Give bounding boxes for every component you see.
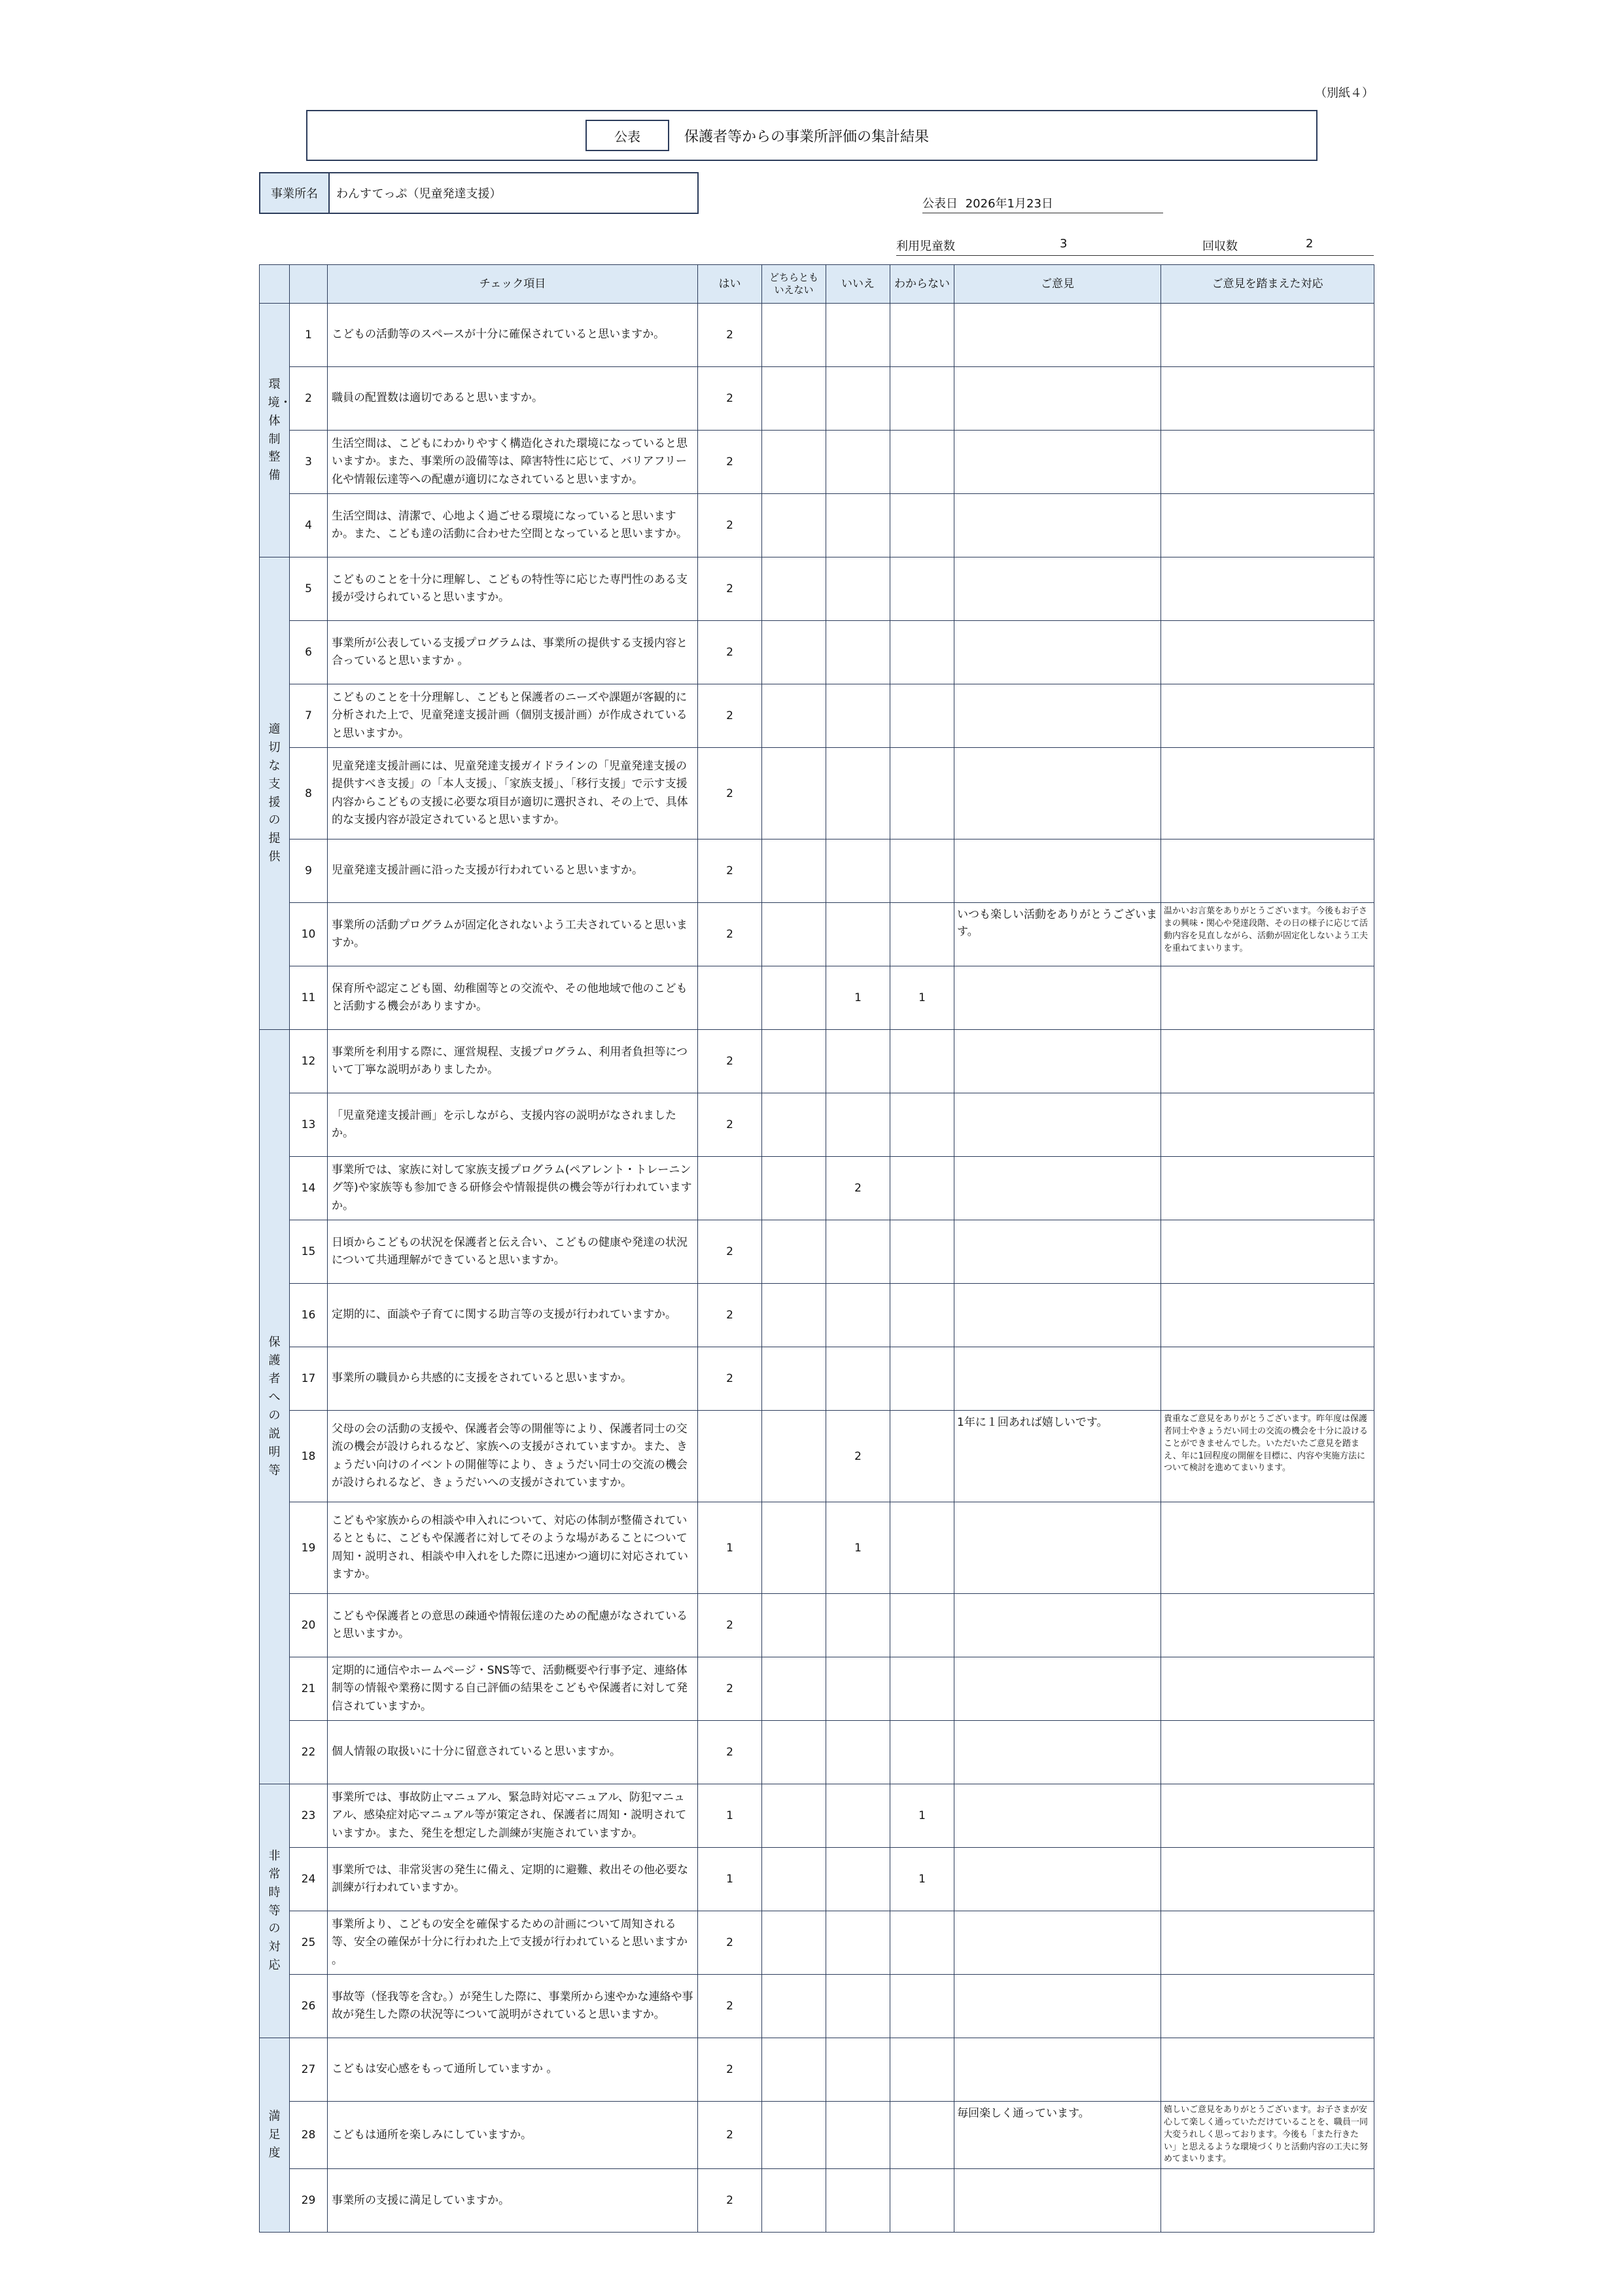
response-text <box>1161 966 1374 1030</box>
row-number: 21 <box>290 1657 328 1721</box>
check-item-text: 事業所では、事故防止マニュアル、緊急時対応マニュアル、防犯マニュアル、感染症対応マニュアル等が策定され、保護者に周知・説明されていますか。また、発生を想定した訓練が実施されていますか。 <box>328 1784 698 1848</box>
count-yes: 2 <box>698 1911 762 1975</box>
opinion-text <box>954 1030 1161 1093</box>
count-unknown <box>890 1220 954 1284</box>
table-row <box>260 1347 1374 1411</box>
count-neither <box>762 1594 826 1657</box>
publish-tag: 公表 <box>585 120 669 151</box>
count-neither <box>762 1030 826 1093</box>
category-cell <box>260 304 290 557</box>
table-row <box>260 557 1374 621</box>
count-no <box>826 1284 890 1347</box>
count-no <box>826 1784 890 1848</box>
count-yes: 2 <box>698 621 762 684</box>
count-no: 1 <box>826 966 890 1030</box>
response-text <box>1161 748 1374 839</box>
response-text <box>1161 2038 1374 2102</box>
count-unknown: 1 <box>890 966 954 1030</box>
count-no: 2 <box>826 1157 890 1220</box>
table-row <box>260 1594 1374 1657</box>
count-unknown <box>890 1157 954 1220</box>
category-cell <box>260 1030 290 1784</box>
row-number: 11 <box>290 966 328 1030</box>
table-row <box>260 966 1374 1030</box>
responses-label: 回収数 <box>1202 239 1238 253</box>
check-item-text: こどもや家族からの相談や申入れについて、対応の体制が整備されているとともに、こどもや保護者に対してそのような場があることについて周知・説明され、相談や申入れをした際に迅速かつ適切に対応されていますか。 <box>328 1502 698 1594</box>
table-row <box>260 304 1374 367</box>
category-label: 非常時等の対応 <box>268 1848 281 1973</box>
count-unknown <box>890 431 954 494</box>
table-row <box>260 1784 1374 1848</box>
office-label: 事業所名 <box>260 173 330 213</box>
category-label: 環境・体制整備 <box>268 377 292 483</box>
check-item-text: 事業所を利用する際に、運営規程、支援プログラム、利用者負担等について丁寧な説明がありましたか。 <box>328 1030 698 1093</box>
count-neither <box>762 494 826 557</box>
count-no <box>826 557 890 621</box>
publish-date-label: 公表日 <box>922 197 958 211</box>
table-row <box>260 1284 1374 1347</box>
row-number: 23 <box>290 1784 328 1848</box>
row-number: 14 <box>290 1157 328 1220</box>
check-item-text: 児童発達支援計画に沿った支援が行われていると思いますか。 <box>328 839 698 903</box>
count-yes: 1 <box>698 1784 762 1848</box>
count-yes: 2 <box>698 839 762 903</box>
response-text <box>1161 1347 1374 1411</box>
check-item-text: 生活空間は、こどもにわかりやすく構造化された環境になっていると思いますか。また、事業所の設備等は、障害特性に応じて、バリアフリー化や情報伝達等への配慮が適切になされていると思いますか。 <box>328 431 698 494</box>
table-row <box>260 367 1374 431</box>
responses-count: 2 <box>1306 237 1314 251</box>
check-item-text: 事業所では、家族に対して家族支援プログラム(ペアレント・トレーニング等)や家族等も参加できる研修会や情報提供の機会等が行われていますか。 <box>328 1157 698 1220</box>
count-yes: 2 <box>698 494 762 557</box>
table-row <box>260 1848 1374 1911</box>
count-no <box>826 431 890 494</box>
count-no <box>826 1093 890 1157</box>
table-row <box>260 684 1374 748</box>
count-neither <box>762 1784 826 1848</box>
check-item-text: 個人情報の取扱いに十分に留意されていると思いますか。 <box>328 1721 698 1784</box>
row-number: 1 <box>290 304 328 367</box>
count-yes: 2 <box>698 2102 762 2169</box>
opinion-text <box>954 1594 1161 1657</box>
count-yes: 2 <box>698 1975 762 2038</box>
count-neither <box>762 431 826 494</box>
header-unknown: わからない <box>890 265 954 304</box>
row-number: 24 <box>290 1848 328 1911</box>
count-no <box>826 367 890 431</box>
opinion-text <box>954 1347 1161 1411</box>
opinion-text: 毎回楽しく通っています。 <box>954 2102 1161 2169</box>
count-yes: 2 <box>698 1721 762 1784</box>
table-row <box>260 903 1374 966</box>
count-yes: 2 <box>698 367 762 431</box>
header-opinion: ご意見 <box>954 265 1161 304</box>
count-unknown <box>890 2102 954 2169</box>
response-text <box>1161 1502 1374 1594</box>
response-text <box>1161 1848 1374 1911</box>
category-label: 満足度 <box>268 2110 281 2161</box>
row-number: 17 <box>290 1347 328 1411</box>
count-yes: 2 <box>698 1220 762 1284</box>
count-no <box>826 2169 890 2233</box>
count-neither <box>762 621 826 684</box>
opinion-text <box>954 839 1161 903</box>
page-title: 保護者等からの事業所評価の集計結果 <box>684 129 930 145</box>
check-item-text: 事業所の支援に満足していますか。 <box>328 2169 698 2233</box>
opinion-text <box>954 494 1161 557</box>
row-number: 3 <box>290 431 328 494</box>
count-neither <box>762 839 826 903</box>
count-unknown <box>890 1594 954 1657</box>
count-unknown <box>890 1721 954 1784</box>
opinion-text <box>954 748 1161 839</box>
response-text <box>1161 557 1374 621</box>
count-neither <box>762 966 826 1030</box>
count-yes: 2 <box>698 1284 762 1347</box>
count-neither <box>762 1347 826 1411</box>
check-item-text: こどもや保護者との意思の疎通や情報伝達のための配慮がなされていると思いますか。 <box>328 1594 698 1657</box>
row-number: 18 <box>290 1411 328 1502</box>
count-neither <box>762 1093 826 1157</box>
row-number: 6 <box>290 621 328 684</box>
count-unknown: 1 <box>890 1784 954 1848</box>
publish-date-line <box>922 194 1163 213</box>
count-unknown <box>890 621 954 684</box>
check-item-text: 事業所の職員から共感的に支援をされていると思いますか。 <box>328 1347 698 1411</box>
response-text <box>1161 1030 1374 1093</box>
response-text: 嬉しいご意見をありがとうございます。お子さまが安心して楽しく通っていただけていることを、職員一同大変うれしく思っております。今後も「また行きたい」と思えるような環境づくりと活動内容の工夫に努めてまいります。 <box>1161 2102 1374 2169</box>
count-neither <box>762 1220 826 1284</box>
count-neither <box>762 1284 826 1347</box>
response-text <box>1161 1220 1374 1284</box>
table-row <box>260 431 1374 494</box>
table-row <box>260 621 1374 684</box>
count-unknown <box>890 1030 954 1093</box>
count-no <box>826 1347 890 1411</box>
check-item-text: 職員の配置数は適切であると思いますか。 <box>328 367 698 431</box>
response-text <box>1161 1784 1374 1848</box>
count-unknown: 1 <box>890 1848 954 1911</box>
table-row <box>260 1030 1374 1093</box>
row-number: 12 <box>290 1030 328 1093</box>
response-text <box>1161 684 1374 748</box>
header-neither: どちらとも いえない <box>762 265 826 304</box>
count-no <box>826 1594 890 1657</box>
count-yes <box>698 1157 762 1220</box>
opinion-text: いつも楽しい活動をありがとうございます。 <box>954 903 1161 966</box>
count-unknown <box>890 1911 954 1975</box>
count-yes: 1 <box>698 1848 762 1911</box>
response-text <box>1161 367 1374 431</box>
opinion-text <box>954 1784 1161 1848</box>
count-no <box>826 304 890 367</box>
count-unknown <box>890 684 954 748</box>
count-neither <box>762 2169 826 2233</box>
count-unknown <box>890 367 954 431</box>
count-neither <box>762 748 826 839</box>
check-item-text: 生活空間は、清潔で、心地よく過ごせる環境になっていると思いますか。また、こども達の活動に合わせた空間となっていると思いますか。 <box>328 494 698 557</box>
opinion-text <box>954 1657 1161 1721</box>
count-unknown <box>890 304 954 367</box>
count-neither <box>762 903 826 966</box>
check-item-text: 事業所の活動プログラムが固定化されないよう工夫されていると思いますか。 <box>328 903 698 966</box>
table-row <box>260 1975 1374 2038</box>
count-neither <box>762 304 826 367</box>
check-item-text: こどもは通所を楽しみにしていますか。 <box>328 2102 698 2169</box>
row-number: 15 <box>290 1220 328 1284</box>
count-unknown <box>890 903 954 966</box>
table-row <box>260 1657 1374 1721</box>
title-box <box>306 110 1318 161</box>
count-yes: 2 <box>698 557 762 621</box>
table-row <box>260 494 1374 557</box>
count-neither <box>762 367 826 431</box>
count-neither <box>762 2102 826 2169</box>
table-header-row <box>260 265 1374 304</box>
count-no: 2 <box>826 1411 890 1502</box>
response-text <box>1161 839 1374 903</box>
count-neither <box>762 2038 826 2102</box>
count-no <box>826 1721 890 1784</box>
row-number: 8 <box>290 748 328 839</box>
response-text: 貴重なご意見をありがとうございます。昨年度は保護者同士やきょうだい同士の交流の機会を十分に設けることができませんでした。いただいたご意見を踏まえ、年に1回程度の開催を目標に、内容や実施方法について検討を進めてまいります。 <box>1161 1411 1374 1502</box>
count-yes: 2 <box>698 431 762 494</box>
count-neither <box>762 1975 826 2038</box>
row-number: 5 <box>290 557 328 621</box>
count-no <box>826 2038 890 2102</box>
response-text <box>1161 1975 1374 2038</box>
check-item-text: 保育所や認定こども園、幼稚園等との交流や、その他地域で他のこどもと活動する機会がありますか。 <box>328 966 698 1030</box>
row-number: 19 <box>290 1502 328 1594</box>
count-neither <box>762 1657 826 1721</box>
table-row <box>260 2169 1374 2233</box>
count-no <box>826 1220 890 1284</box>
row-number: 22 <box>290 1721 328 1784</box>
check-item-text: 日頃からこどもの状況を保護者と伝え合い、こどもの健康や発達の状況について共通理解ができていると思いますか。 <box>328 1220 698 1284</box>
count-neither <box>762 1848 826 1911</box>
opinion-text <box>954 1911 1161 1975</box>
row-number: 28 <box>290 2102 328 2169</box>
opinion-text <box>954 621 1161 684</box>
opinion-text <box>954 1848 1161 1911</box>
evaluation-table <box>259 264 1374 2233</box>
opinion-text <box>954 966 1161 1030</box>
response-text <box>1161 621 1374 684</box>
count-yes: 2 <box>698 1657 762 1721</box>
table-row <box>260 1157 1374 1220</box>
row-number: 2 <box>290 367 328 431</box>
count-no <box>826 1030 890 1093</box>
count-no <box>826 839 890 903</box>
check-item-text: こどものことを十分に理解し、こどもの特性等に応じた専門性のある支援が受けられていると思いますか。 <box>328 557 698 621</box>
count-unknown <box>890 557 954 621</box>
count-yes: 2 <box>698 2169 762 2233</box>
response-text <box>1161 1284 1374 1347</box>
table-row <box>260 839 1374 903</box>
count-no <box>826 1848 890 1911</box>
opinion-text <box>954 1975 1161 2038</box>
count-no <box>826 903 890 966</box>
check-item-text: 事業所が公表している支援プログラムは、事業所の提供する支援内容と合っていると思いますか 。 <box>328 621 698 684</box>
count-neither <box>762 684 826 748</box>
check-item-text: 事業所では、非常災害の発生に備え、定期的に避難、救出その他必要な訓練が行われていますか。 <box>328 1848 698 1911</box>
category-cell <box>260 2038 290 2233</box>
row-number: 20 <box>290 1594 328 1657</box>
count-yes: 2 <box>698 2038 762 2102</box>
response-text <box>1161 494 1374 557</box>
table-row <box>260 1911 1374 1975</box>
count-unknown <box>890 1657 954 1721</box>
count-unknown <box>890 1284 954 1347</box>
check-item-text: こどもの活動等のスペースが十分に確保されていると思いますか。 <box>328 304 698 367</box>
table-row <box>260 1721 1374 1784</box>
count-unknown <box>890 1093 954 1157</box>
row-number: 13 <box>290 1093 328 1157</box>
table-row <box>260 748 1374 839</box>
row-number: 25 <box>290 1911 328 1975</box>
opinion-text <box>954 1220 1161 1284</box>
users-count: 3 <box>1060 237 1068 251</box>
table-row <box>260 1220 1374 1284</box>
table-row <box>260 2038 1374 2102</box>
category-cell <box>260 557 290 1030</box>
table-row <box>260 1093 1374 1157</box>
opinion-text <box>954 1284 1161 1347</box>
opinion-text <box>954 1093 1161 1157</box>
header-number <box>290 265 328 304</box>
count-unknown <box>890 494 954 557</box>
count-no <box>826 748 890 839</box>
header-response: ご意見を踏まえた対応 <box>1161 265 1374 304</box>
publish-date: 2026年1月23日 <box>965 197 1053 211</box>
table-row <box>260 2102 1374 2169</box>
count-no <box>826 1975 890 2038</box>
count-yes: 2 <box>698 304 762 367</box>
check-item-text: こどもは安心感をもって通所していますか 。 <box>328 2038 698 2102</box>
count-neither <box>762 1157 826 1220</box>
count-neither <box>762 557 826 621</box>
count-yes <box>698 966 762 1030</box>
opinion-text: 1年に１回あれば嬉しいです。 <box>954 1411 1161 1502</box>
count-unknown <box>890 748 954 839</box>
office-name: わんすてっぷ（児童発達支援） <box>336 187 502 201</box>
count-neither <box>762 1911 826 1975</box>
check-item-text: 事故等（怪我等を含む。）が発生した際に、事業所から速やかな連絡や事故が発生した際の状況等について説明がされていると思いますか。 <box>328 1975 698 2038</box>
row-number: 27 <box>290 2038 328 2102</box>
opinion-text <box>954 2038 1161 2102</box>
check-item-text: 児童発達支援計画には、児童発達支援ガイドラインの「児童発達支援の提供すべき支援」の「本人支援」、「家族支援」、「移行支援」で示す支援内容からこどもの支援に必要な項目が適切に選択され、その上で、具体的な支援内容が設定されていると思いますか。 <box>328 748 698 839</box>
check-item-text: こどものことを十分理解し、こどもと保護者のニーズや課題が客観的に分析された上で、児童発達支援計画（個別支援計画）が作成されていると思いますか。 <box>328 684 698 748</box>
count-yes: 2 <box>698 748 762 839</box>
category-cell <box>260 1784 290 2038</box>
opinion-text <box>954 431 1161 494</box>
count-no <box>826 684 890 748</box>
response-text <box>1161 1157 1374 1220</box>
category-label: 保護者への説明等 <box>268 1335 281 1477</box>
header-no: いいえ <box>826 265 890 304</box>
row-number: 26 <box>290 1975 328 2038</box>
response-text <box>1161 1594 1374 1657</box>
category-label: 適切な支援の提供 <box>268 722 281 864</box>
row-number: 4 <box>290 494 328 557</box>
row-number: 7 <box>290 684 328 748</box>
count-yes: 2 <box>698 1347 762 1411</box>
count-yes: 2 <box>698 1030 762 1093</box>
check-item-text: 「児童発達支援計画」を示しながら、支援内容の説明がなされましたか。 <box>328 1093 698 1157</box>
response-text <box>1161 1911 1374 1975</box>
check-item-text: 父母の会の活動の支援や、保護者会等の開催等により、保護者同士の交流の機会が設けられるなど、家族への支援がされていますか。また、きょうだい向けのイベントの開催等により、きょうだい同士の交流の機会が設けられるなど、きょうだいへの支援がされていますか。 <box>328 1411 698 1502</box>
count-unknown <box>890 1502 954 1594</box>
response-text <box>1161 1721 1374 1784</box>
opinion-text <box>954 2169 1161 2233</box>
row-number: 9 <box>290 839 328 903</box>
count-no <box>826 621 890 684</box>
check-item-text: 事業所より、こどもの安全を確保するための計画について周知される等、安全の確保が十分に行われた上で支援が行われていると思いますか 。 <box>328 1911 698 1975</box>
count-yes <box>698 1411 762 1502</box>
count-yes: 2 <box>698 1594 762 1657</box>
response-text <box>1161 2169 1374 2233</box>
count-unknown <box>890 1975 954 2038</box>
opinion-text <box>954 557 1161 621</box>
opinion-text <box>954 304 1161 367</box>
count-no <box>826 1657 890 1721</box>
response-text <box>1161 431 1374 494</box>
response-text <box>1161 1093 1374 1157</box>
users-label: 利用児童数 <box>896 239 955 253</box>
header-category <box>260 265 290 304</box>
count-yes: 1 <box>698 1502 762 1594</box>
response-text <box>1161 1657 1374 1721</box>
count-yes: 2 <box>698 903 762 966</box>
opinion-text <box>954 684 1161 748</box>
row-number: 16 <box>290 1284 328 1347</box>
office-box <box>259 172 699 214</box>
row-number: 29 <box>290 2169 328 2233</box>
count-unknown <box>890 839 954 903</box>
header-check-item: チェック項目 <box>328 265 698 304</box>
table-row <box>260 1502 1374 1594</box>
count-no <box>826 494 890 557</box>
count-yes: 2 <box>698 684 762 748</box>
opinion-text <box>954 1721 1161 1784</box>
check-item-text: 定期的に、面談や子育てに関する助言等の支援が行われていますか。 <box>328 1284 698 1347</box>
header-yes: はい <box>698 265 762 304</box>
count-unknown <box>890 1347 954 1411</box>
opinion-text <box>954 1157 1161 1220</box>
count-unknown <box>890 2038 954 2102</box>
opinion-text <box>954 1502 1161 1594</box>
count-no <box>826 2102 890 2169</box>
response-text: 温かいお言葉をありがとうございます。今後もお子さまの興味・関心や発達段階、その日の様子に応じて活動内容を見直しながら、活動が固定化しないよう工夫を重ねてまいります。 <box>1161 903 1374 966</box>
count-yes: 2 <box>698 1093 762 1157</box>
attachment-label: （別紙４） <box>1315 86 1374 100</box>
stats-line <box>896 237 1374 256</box>
count-neither <box>762 1502 826 1594</box>
response-text <box>1161 304 1374 367</box>
count-no <box>826 1911 890 1975</box>
opinion-text <box>954 367 1161 431</box>
table-row <box>260 1411 1374 1502</box>
row-number: 10 <box>290 903 328 966</box>
count-no: 1 <box>826 1502 890 1594</box>
count-neither <box>762 1411 826 1502</box>
count-unknown <box>890 1411 954 1502</box>
check-item-text: 定期的に通信やホームページ・SNS等で、活動概要や行事予定、連絡体制等の情報や業務に関する自己評価の結果をこどもや保護者に対して発信されていますか。 <box>328 1657 698 1721</box>
count-neither <box>762 1721 826 1784</box>
count-unknown <box>890 2169 954 2233</box>
